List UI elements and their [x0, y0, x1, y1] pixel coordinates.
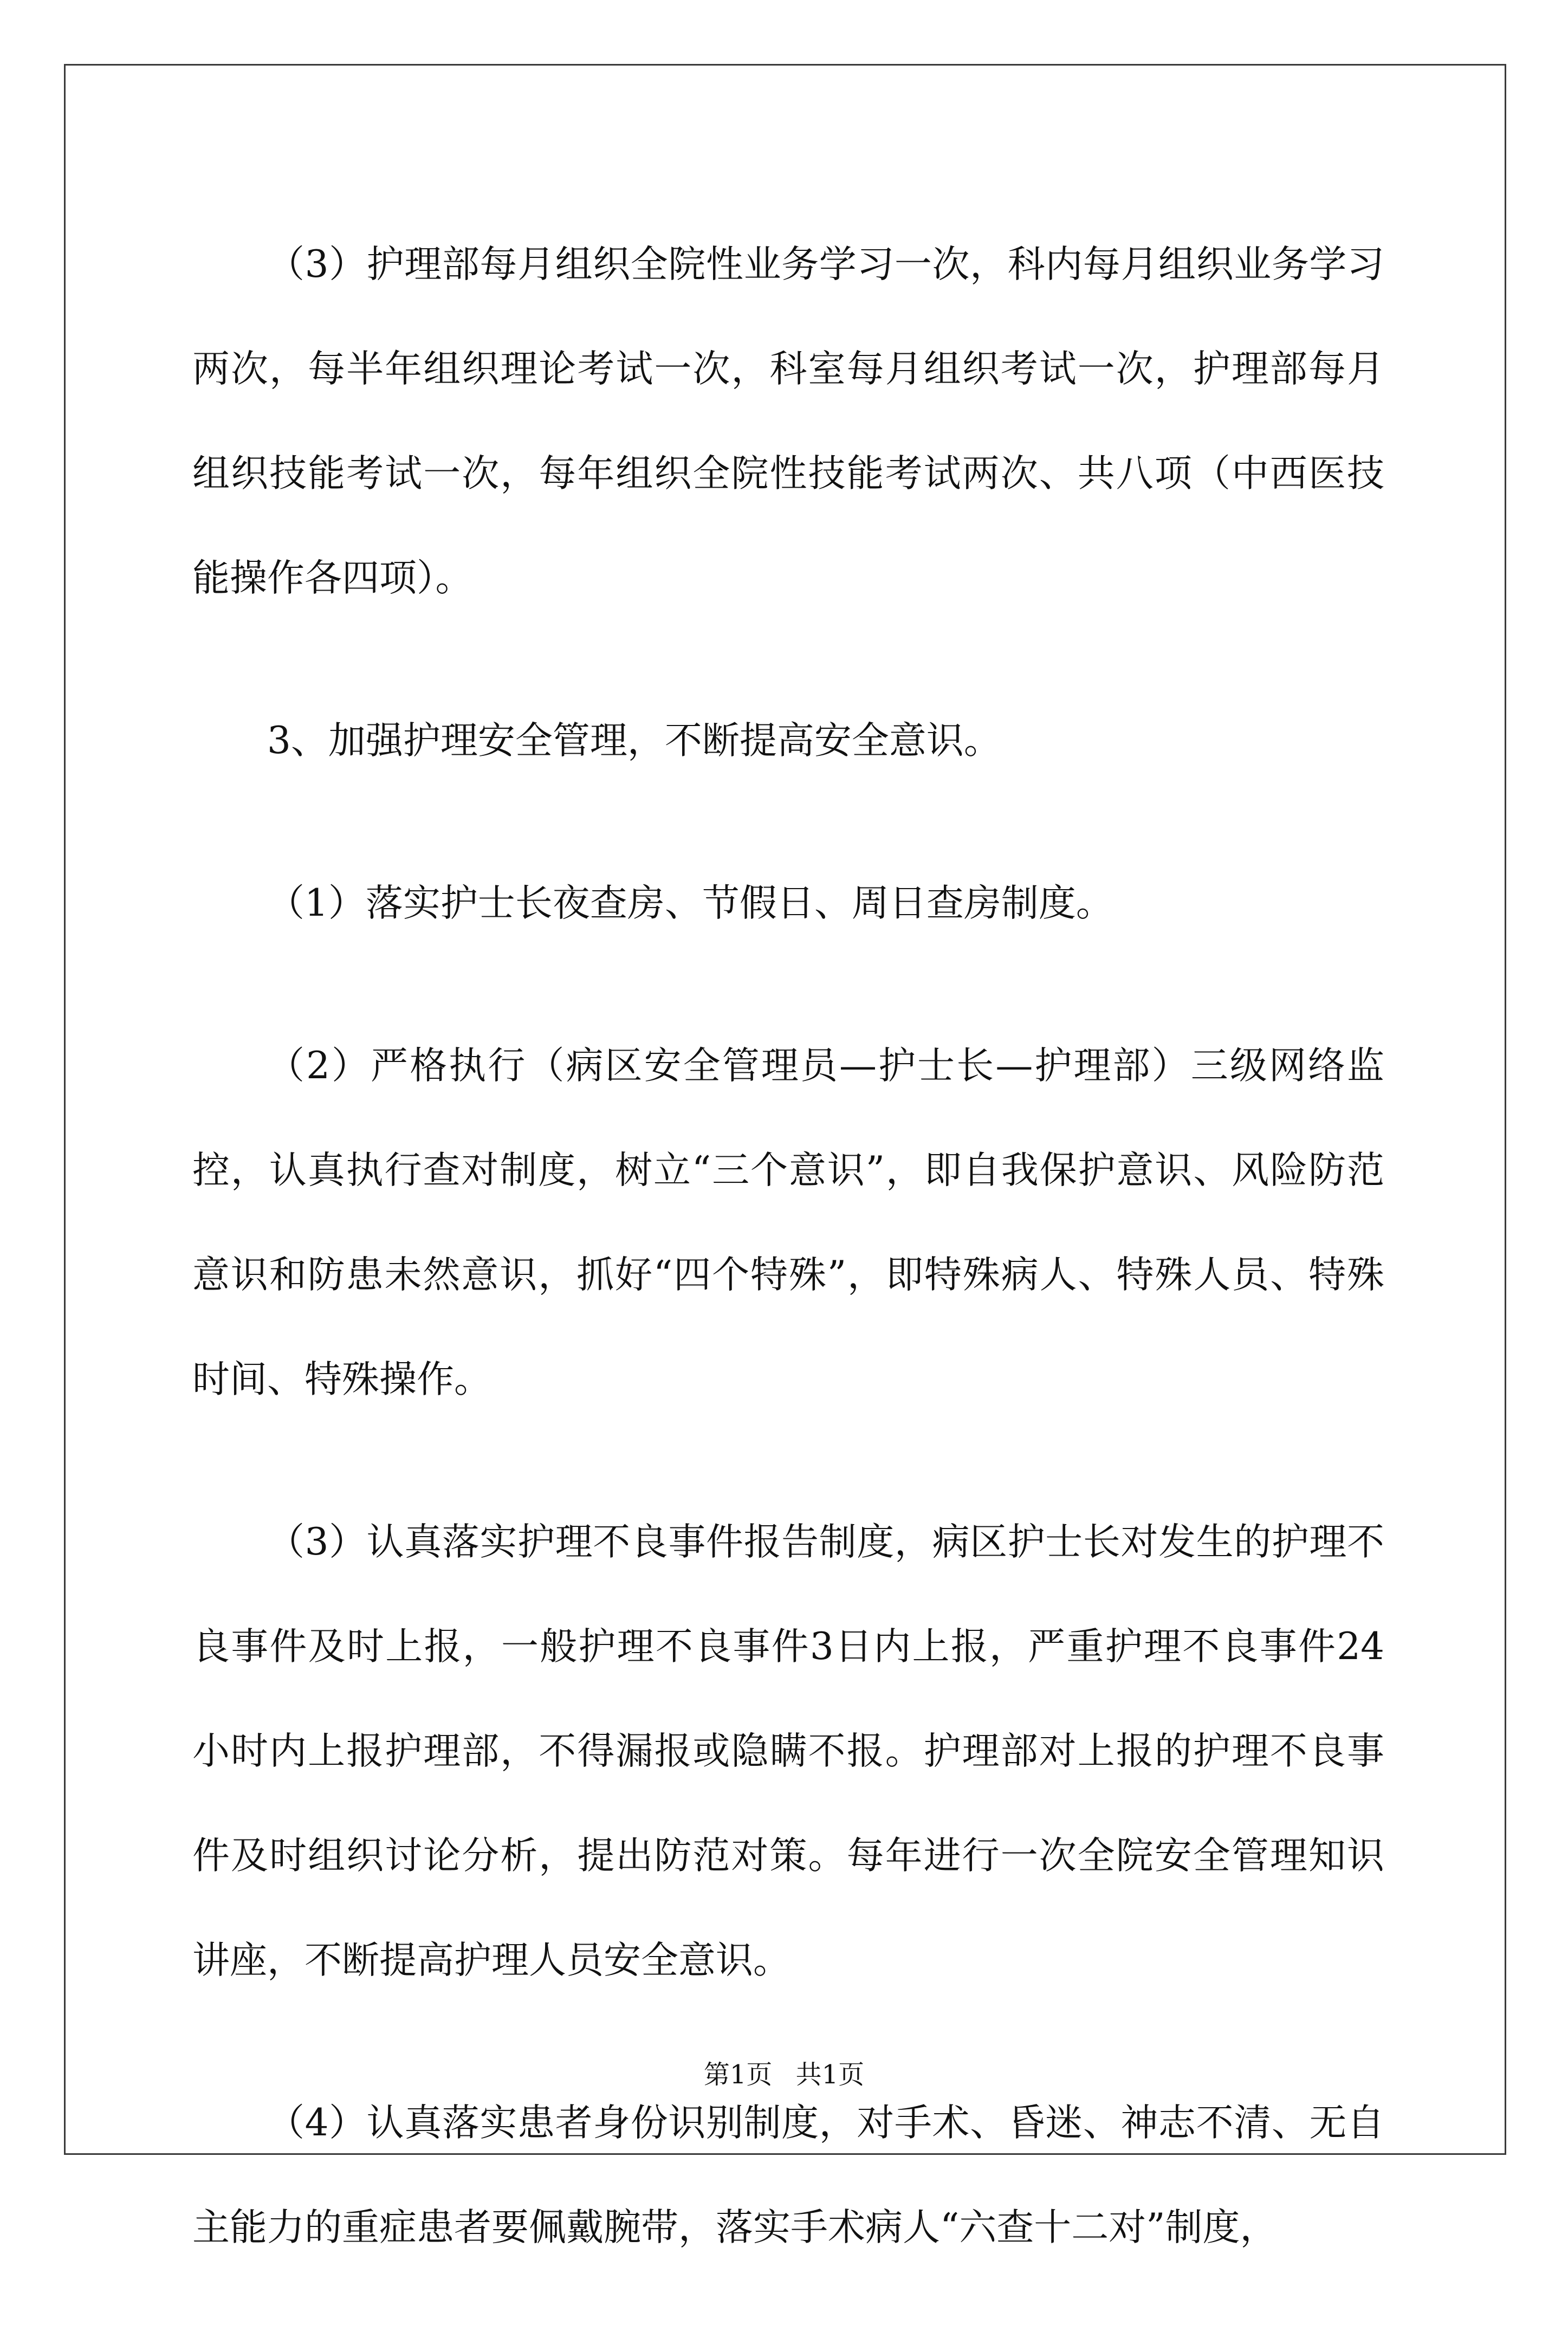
paragraph-safety-heading: 3、加强护理安全管理，不断提高安全意识。 [267, 719, 1001, 762]
page-footer [0, 2054, 1568, 2091]
paragraph-patient-identification: （4）认真落实患者身份识别制度，对手术、昏迷、神志不清、无自主能力的重症患者要佩戴腕带，落实手术病人“六查十二对”制度， [192, 2101, 1384, 2249]
paragraph-night-rounds: （1）落实护士长夜查房、节假日、周日查房制度。 [267, 882, 1113, 925]
paragraph-study-exam: （3）护理部每月组织全院性业务学习一次，科内每月组织业务学习两次，每半年组织理论考试一次，科室每月组织考试一次，护理部每月组织技能考试一次，每年组织全院性技能考试两次、共八项（中西医技能操作各四项）。 [192, 243, 1384, 600]
paragraph-adverse-event-reporting: （3）认真落实护理不良事件报告制度，病区护士长对发生的护理不良事件及时上报，一般护理不良事件3日内上报，严重护理不良事件24小时内上报护理部，不得漏报或隐瞒不报。护理部对上报的护理不良事件及时组织讨论分析，提出防范对策。每年进行一次全院安全管理知识讲座，不断提高护理人员安全意识。 [192, 1520, 1384, 1982]
page-number: 第1页 [703, 2059, 773, 2090]
paragraph-three-level-monitoring: （2）严格执行（病区安全管理员—护士长—护理部）三级网络监控，认真执行查对制度，树立“三个意识”，即自我保护意识、风险防范意识和防患未然意识，抓好“四个特殊”，即特殊病人、特殊人员、特殊时间、特殊操作。 [192, 1044, 1384, 1401]
page-total: 共1页 [795, 2059, 865, 2090]
document-body [192, 212, 1384, 2338]
